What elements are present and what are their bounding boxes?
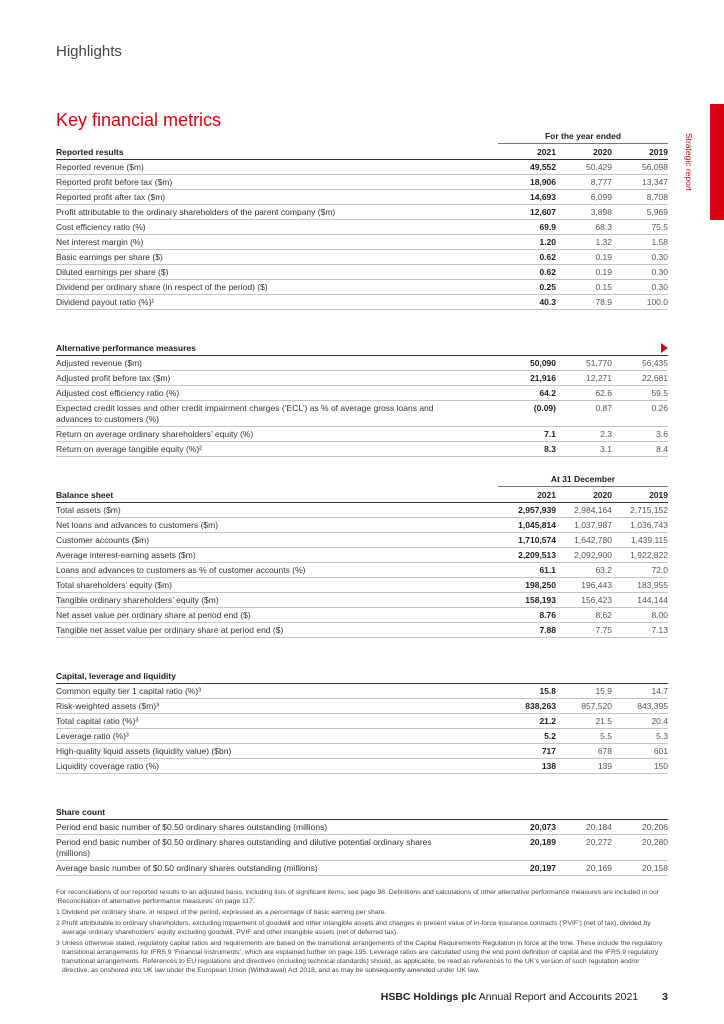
side-label: Strategic report xyxy=(684,132,694,192)
row-value: 0.30 xyxy=(651,267,668,277)
row-value: 144,144 xyxy=(637,595,668,605)
footer-company: HSBC Holdings plc xyxy=(380,991,477,1003)
table-row xyxy=(56,503,668,518)
row-label: Common equity tier 1 capital ratio (%)³ xyxy=(56,686,202,696)
row-value: 838,263 xyxy=(525,701,556,711)
row-value: 61.1 xyxy=(539,565,556,575)
row-value: (0.09) xyxy=(533,403,556,413)
row-value: 21,916 xyxy=(530,373,556,383)
row-value: 22,681 xyxy=(642,373,668,383)
row-value: 51,770 xyxy=(586,358,612,368)
section-header-row xyxy=(56,340,668,356)
row-value: 1,710,574 xyxy=(518,535,556,545)
row-label: Return on average tangible equity (%)² xyxy=(56,444,202,454)
footnote-list xyxy=(56,908,668,975)
row-value: 198,250 xyxy=(525,580,556,590)
row-value: 12,271 xyxy=(586,373,612,383)
row-value: 196,443 xyxy=(581,580,612,590)
row-value: 69.9 xyxy=(539,222,556,232)
period-spacer xyxy=(56,473,498,487)
row-label: Period end basic number of $0.50 ordinary shares outstanding (millions) xyxy=(56,822,328,832)
row-value: 62.6 xyxy=(595,388,612,398)
row-label: Leverage ratio (%)³ xyxy=(56,731,129,741)
row-label: Customer accounts ($m) xyxy=(56,535,150,545)
section-heading: Share count xyxy=(56,807,106,817)
section-spacer xyxy=(56,326,668,340)
footnote-number: 2 xyxy=(56,920,60,927)
metrics-content xyxy=(56,130,668,977)
row-value: 20,158 xyxy=(642,863,668,873)
footnote xyxy=(56,908,668,917)
table-row xyxy=(56,518,668,533)
row-value: 0.30 xyxy=(651,282,668,292)
table-row xyxy=(56,295,668,310)
row-label: High-quality liquid assets (liquidity value) ($bn) xyxy=(56,746,232,756)
page-footer xyxy=(381,991,668,1003)
table-row xyxy=(56,548,668,563)
row-value: 2,957,939 xyxy=(518,505,556,515)
row-value: 1,037,987 xyxy=(574,520,612,530)
row-value: 0.15 xyxy=(595,282,612,292)
period-header xyxy=(56,130,668,144)
section-heading: Reported results xyxy=(56,147,124,157)
table-row xyxy=(56,371,668,386)
period-label: For the year ended xyxy=(498,130,668,144)
table-row xyxy=(56,533,668,548)
row-label: Dividend payout ratio (%)¹ xyxy=(56,297,155,307)
footnote-text: Dividend per ordinary share, in respect of the period, expressed as a percentage of basic earning per share. xyxy=(62,909,387,916)
footnote-number: 3 xyxy=(56,940,60,947)
row-label: Average interest-earning assets ($m) xyxy=(56,550,196,560)
table-row xyxy=(56,578,668,593)
row-value: 6,099 xyxy=(590,192,612,202)
section-heading: Alternative performance measures xyxy=(56,343,196,353)
apm-arrow-icon xyxy=(661,343,668,353)
row-value: 56,098 xyxy=(642,162,668,172)
row-value: 601 xyxy=(653,746,668,756)
row-label: Average basic number of $0.50 ordinary shares outstanding (millions) xyxy=(56,863,318,873)
table-row xyxy=(56,442,668,457)
row-value: 0.19 xyxy=(595,267,612,277)
table-row xyxy=(56,820,668,835)
row-value: 14,693 xyxy=(530,192,556,202)
footnotes xyxy=(56,888,668,975)
row-value: 59.5 xyxy=(651,388,668,398)
page-header: Highlights xyxy=(56,43,122,60)
footnote-number: 1 xyxy=(56,909,60,916)
table-row xyxy=(56,160,668,175)
row-label: Reported profit before tax ($m) xyxy=(56,177,173,187)
footnote xyxy=(56,919,668,937)
row-label: Net asset value per ordinary share at period end ($) xyxy=(56,610,251,620)
section-alternative-performance-measures xyxy=(56,326,668,457)
row-value: 139 xyxy=(597,761,612,771)
row-value: 20,197 xyxy=(530,863,556,873)
table-row xyxy=(56,699,668,714)
table-row xyxy=(56,175,668,190)
row-value: 8.3 xyxy=(544,444,556,454)
row-value: 20.4 xyxy=(651,716,668,726)
row-value: 2,092,900 xyxy=(574,550,612,560)
footer-report: Annual Report and Accounts 2021 xyxy=(476,991,639,1003)
section-header-row xyxy=(56,668,668,684)
row-value: 7.75 xyxy=(595,625,612,635)
table-row xyxy=(56,835,668,861)
row-value: 12,607 xyxy=(530,207,556,217)
table-row xyxy=(56,593,668,608)
row-value: 0.87 xyxy=(595,403,612,413)
row-value: 18,906 xyxy=(530,177,556,187)
row-value: 7.13 xyxy=(651,625,668,635)
row-value: 8.76 xyxy=(539,610,556,620)
row-value: 20,184 xyxy=(586,822,612,832)
row-value: 156,423 xyxy=(581,595,612,605)
row-value: 0.26 xyxy=(651,403,668,413)
row-value: 7.88 xyxy=(539,625,556,635)
table-row xyxy=(56,714,668,729)
footnote xyxy=(56,939,668,975)
row-value: 5.5 xyxy=(600,731,612,741)
row-value: 75.5 xyxy=(651,222,668,232)
table-row xyxy=(56,386,668,401)
row-value: 3.1 xyxy=(600,444,612,454)
row-value: 40.3 xyxy=(539,297,556,307)
metrics-sections xyxy=(56,130,668,876)
row-value: 5.3 xyxy=(656,731,668,741)
row-value: 1,922,822 xyxy=(630,550,668,560)
table-row xyxy=(56,744,668,759)
row-value: 20,073 xyxy=(530,822,556,832)
row-value: 138 xyxy=(541,761,556,771)
row-value: 21.5 xyxy=(595,716,612,726)
section-spacer xyxy=(56,790,668,804)
row-value: 13,347 xyxy=(642,177,668,187)
row-label: Net loans and advances to customers ($m) xyxy=(56,520,219,530)
footnote-text: Unless otherwise stated, regulatory capital ratios and requirements are based on the transitional arrangements of the Capital Requirements Regulation in force at the time. These include the regulatory transitional arrangements for IFRS 9 ‘Financial Instruments’, which are explained further on page 195. Leverage ratios are calculated using the end point definition of capital and the IFRS 9 regulatory transitional arrangements. References to EU regulations and directives (including technical standards) should, as applicable, be read as references to the UK’s version of such regulation and/or directive, as onshored into UK law under the European Union (Withdrawal) Act 2018, and as may be subsequently amended under UK law. xyxy=(62,940,663,974)
section-balance-sheet xyxy=(56,473,668,638)
row-label: Return on average ordinary shareholders’ equity (%) xyxy=(56,429,254,439)
row-value: 678 xyxy=(597,746,612,756)
row-value: 857,520 xyxy=(581,701,612,711)
row-label: Reported profit after tax ($m) xyxy=(56,192,166,202)
row-label: Risk-weighted assets ($m)³ xyxy=(56,701,159,711)
section-spacer xyxy=(56,654,668,668)
row-value: 3,898 xyxy=(590,207,612,217)
row-label: Tangible ordinary shareholders’ equity ($m) xyxy=(56,595,219,605)
row-value: 20,169 xyxy=(586,863,612,873)
row-value: 50,090 xyxy=(530,358,556,368)
row-value: 717 xyxy=(541,746,556,756)
row-value: 843,395 xyxy=(637,701,668,711)
row-value: 20,280 xyxy=(642,837,668,847)
section-reported-results xyxy=(56,130,668,310)
row-value: 0.25 xyxy=(539,282,556,292)
period-label: At 31 December xyxy=(498,473,668,487)
section-heading: Balance sheet xyxy=(56,490,114,500)
table-row xyxy=(56,401,668,427)
row-label: Cost efficiency ratio (%) xyxy=(56,222,146,232)
notes-intro: For reconciliations of our reported results to an adjusted basis, including lists of significant items, see page 98. Definitions and calculations of other alternative performance measures are included in our ‘Reconciliation of alternative performance measures’ on page 117. xyxy=(56,889,659,905)
page-title: Key financial metrics xyxy=(56,110,222,130)
footnote-text: Profit attributable to ordinary shareholders, excluding impairment of goodwill and other intangible assets and changes in present value of in-force insurance contracts (‘PVIF’) (net of tax), divided by average ordinary shareholders’ equity excluding goodwill, PVIF and other intangible assets (net of deferred tax). xyxy=(62,920,651,936)
row-value: 0.62 xyxy=(539,267,556,277)
column-header: 2019 xyxy=(649,147,668,157)
period-spacer xyxy=(56,130,498,144)
row-value: 0.30 xyxy=(651,252,668,262)
row-value: 50,429 xyxy=(586,162,612,172)
row-label: Net interest margin (%) xyxy=(56,237,144,247)
row-label: Reported revenue ($m) xyxy=(56,162,144,172)
row-value: 7.1 xyxy=(544,429,556,439)
row-value: 1,045,814 xyxy=(518,520,556,530)
row-label: Adjusted cost efficiency ratio (%) xyxy=(56,388,180,398)
row-value: 8.4 xyxy=(656,444,668,454)
column-header: 2021 xyxy=(537,147,556,157)
column-header: 2020 xyxy=(593,490,612,500)
row-label: Expected credit losses and other credit impairment charges (‘ECL’) as % of average gross loans and advances to customers (%) xyxy=(56,403,434,424)
row-value: 15.9 xyxy=(595,686,612,696)
row-label: Liquidity coverage ratio (%) xyxy=(56,761,159,771)
row-value: 5,969 xyxy=(646,207,668,217)
row-value: 1,642,780 xyxy=(574,535,612,545)
row-value: 20,206 xyxy=(642,822,668,832)
row-value: 8.00 xyxy=(651,610,668,620)
row-value: 1,036,743 xyxy=(630,520,668,530)
row-value: 150 xyxy=(653,761,668,771)
row-value: 5.2 xyxy=(544,731,556,741)
column-header: 2021 xyxy=(537,490,556,500)
row-value: 1.58 xyxy=(651,237,668,247)
row-label: Total assets ($m) xyxy=(56,505,121,515)
section-share-count xyxy=(56,790,668,876)
row-value: 3.6 xyxy=(656,429,668,439)
section-capital-leverage-liquidity xyxy=(56,654,668,774)
row-value: 1.20 xyxy=(539,237,556,247)
row-value: 64.2 xyxy=(539,388,556,398)
row-value: 14.7 xyxy=(651,686,668,696)
table-row xyxy=(56,205,668,220)
table-row xyxy=(56,759,668,774)
row-value: 0.19 xyxy=(595,252,612,262)
row-value: 20,272 xyxy=(586,837,612,847)
row-label: Adjusted profit before tax ($m) xyxy=(56,373,171,383)
row-value: 100.0 xyxy=(646,297,668,307)
row-label: Dividend per ordinary share (in respect of the period) ($) xyxy=(56,282,268,292)
row-value: 15.8 xyxy=(539,686,556,696)
row-value: 2,209,513 xyxy=(518,550,556,560)
row-label: Diluted earnings per share ($) xyxy=(56,267,169,277)
column-header: 2019 xyxy=(649,490,668,500)
table-row xyxy=(56,220,668,235)
row-value: 49,552 xyxy=(530,162,556,172)
table-row xyxy=(56,608,668,623)
table-row xyxy=(56,563,668,578)
row-value: 183,955 xyxy=(637,580,668,590)
period-header xyxy=(56,473,668,487)
section-header-row xyxy=(56,144,668,160)
row-value: 2,984,164 xyxy=(574,505,612,515)
row-value: 78.9 xyxy=(595,297,612,307)
row-value: 68.3 xyxy=(595,222,612,232)
row-value: 72.0 xyxy=(651,565,668,575)
section-header-row xyxy=(56,487,668,503)
row-value: 8,708 xyxy=(646,192,668,202)
table-row xyxy=(56,356,668,371)
section-header-row xyxy=(56,804,668,820)
row-value: 8.62 xyxy=(595,610,612,620)
row-value: 1,439,115 xyxy=(630,535,668,545)
row-value: 56,435 xyxy=(642,358,668,368)
row-label: Basic earnings per share ($) xyxy=(56,252,163,262)
row-value: 2.3 xyxy=(600,429,612,439)
row-label: Profit attributable to the ordinary shareholders of the parent company ($m) xyxy=(56,207,336,217)
table-row xyxy=(56,861,668,876)
row-label: Total shareholders’ equity ($m) xyxy=(56,580,172,590)
row-value: 63.2 xyxy=(595,565,612,575)
row-label: Period end basic number of $0.50 ordinary shares outstanding and dilutive potential ordinary shares (millions) xyxy=(56,837,432,858)
row-value: 8,777 xyxy=(590,177,612,187)
row-value: 20,189 xyxy=(530,837,556,847)
row-value: 1.32 xyxy=(595,237,612,247)
table-row xyxy=(56,190,668,205)
row-label: Tangible net asset value per ordinary share at period end ($) xyxy=(56,625,284,635)
table-row xyxy=(56,623,668,638)
row-value: 158,193 xyxy=(525,595,556,605)
side-tab-marker xyxy=(710,104,724,220)
table-row xyxy=(56,684,668,699)
row-label: Adjusted revenue ($m) xyxy=(56,358,142,368)
page-number: 3 xyxy=(662,991,668,1003)
table-row xyxy=(56,729,668,744)
row-value: 2,715,152 xyxy=(630,505,668,515)
table-row xyxy=(56,280,668,295)
row-value: 21.2 xyxy=(539,716,556,726)
table-row xyxy=(56,235,668,250)
section-heading: Capital, leverage and liquidity xyxy=(56,671,176,681)
row-label: Total capital ratio (%)³ xyxy=(56,716,139,726)
row-label: Loans and advances to customers as % of customer accounts (%) xyxy=(56,565,306,575)
column-header: 2020 xyxy=(593,147,612,157)
row-value: 0.62 xyxy=(539,252,556,262)
table-row xyxy=(56,250,668,265)
table-row xyxy=(56,427,668,442)
table-row xyxy=(56,265,668,280)
